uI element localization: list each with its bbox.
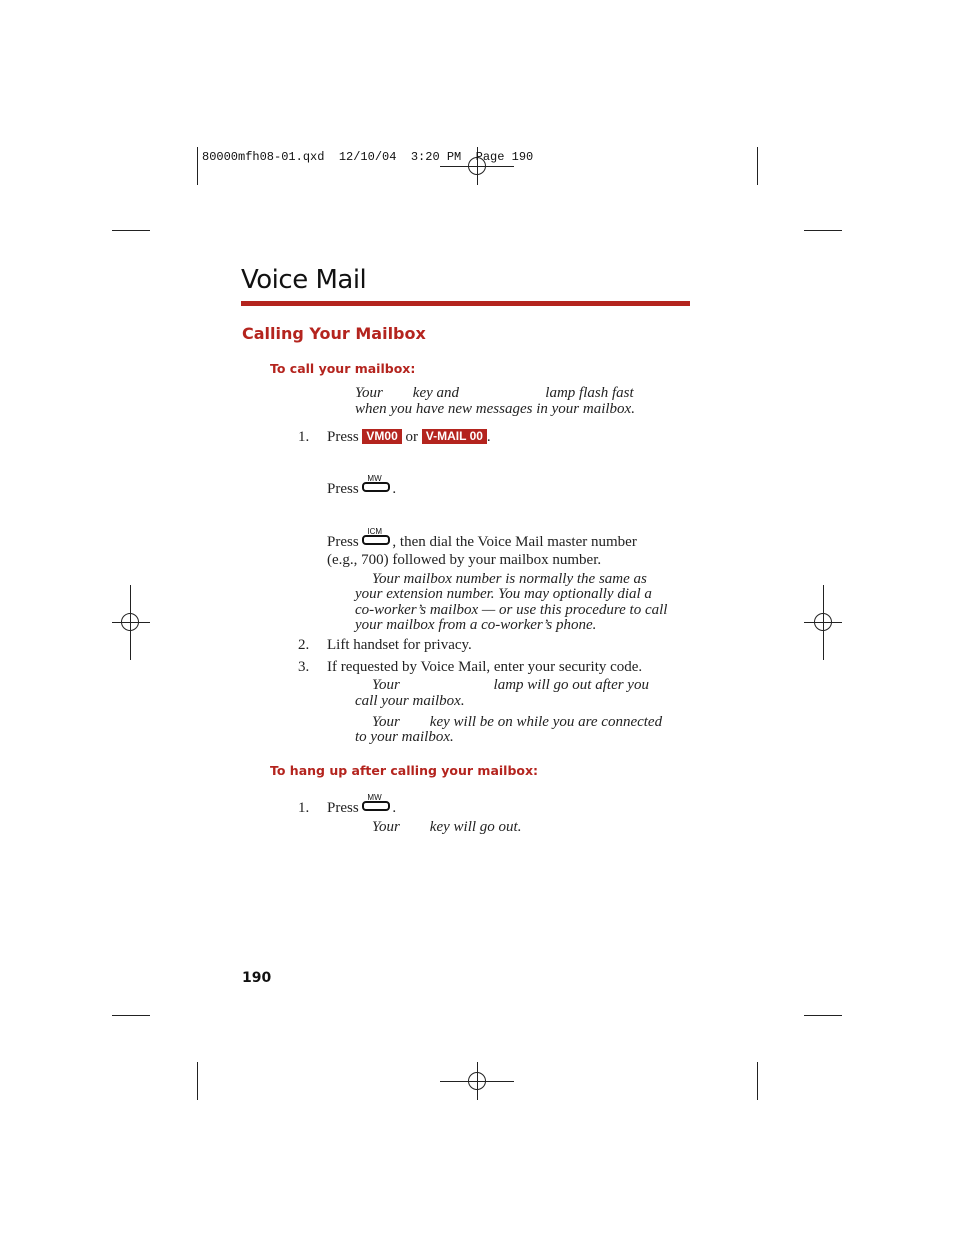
step-2-text: Lift handset for privacy. <box>327 637 472 653</box>
crop-mark <box>757 1062 758 1100</box>
step-text: . <box>392 800 397 816</box>
page-title: Voice Mail <box>241 265 367 295</box>
press-icm-line <box>327 527 637 550</box>
step-number: 2. <box>298 637 310 653</box>
icm-key[interactable] <box>362 527 392 547</box>
step-number: 1. <box>298 429 310 445</box>
note-line: Your key will go out. <box>372 819 522 835</box>
registration-mark <box>121 613 139 631</box>
note-line: Your key will be on while you are connected <box>372 714 663 730</box>
step-number: 3. <box>298 659 310 675</box>
step-text: , then dial the Voice Mail master number <box>392 534 637 550</box>
crop-mark <box>804 1015 842 1016</box>
step-text: . <box>486 429 491 445</box>
note-line: Your mailbox number is normally the same as <box>372 571 647 587</box>
vm00-softkey[interactable]: VM00 <box>362 429 401 444</box>
step-text: . <box>392 481 397 497</box>
step-1 <box>327 429 491 445</box>
mw-key[interactable] <box>362 474 392 494</box>
step-text: Press <box>327 429 359 445</box>
crop-mark <box>112 230 150 231</box>
step-3-text: If requested by Voice Mail, enter your security code. <box>327 659 643 675</box>
note-line: your extension number. You may optionally dial a <box>355 586 652 602</box>
crop-mark <box>804 230 842 231</box>
note-line: co-worker’s mailbox — or use this procedure to call <box>355 602 668 618</box>
crop-mark <box>112 1015 150 1016</box>
mw-key[interactable] <box>362 793 392 813</box>
registration-mark <box>814 613 832 631</box>
icm-key-label: ICM <box>367 527 383 536</box>
note-line: Your lamp will go out after you <box>372 677 649 693</box>
mw-key-button-icon <box>362 801 390 811</box>
mw-key-label: MW <box>367 793 382 802</box>
crop-mark <box>757 147 758 185</box>
vmail-00-softkey[interactable]: V-MAIL 00 <box>422 429 487 444</box>
file-slug: 80000mfh08-01.qxd 12/10/04 3:20 PM Page 190 <box>202 150 534 164</box>
note-line: when you have new messages in your mailbox. <box>355 401 635 417</box>
title-rule <box>241 301 690 306</box>
step-text: or <box>405 429 419 445</box>
press-mw-line <box>327 474 397 497</box>
page-number: 190 <box>242 970 272 986</box>
subheading-call: To call your mailbox: <box>270 361 416 376</box>
step-text: Press <box>327 800 359 816</box>
step-text: Press <box>327 534 359 550</box>
mw-key-button-icon <box>362 482 390 492</box>
note-line: your mailbox from a co-worker’s phone. <box>355 617 597 633</box>
note-line: call your mailbox. <box>355 693 465 709</box>
note-line: Your key and lamp flash fast <box>355 385 634 401</box>
crop-mark <box>197 147 198 185</box>
mw-key-label: MW <box>367 474 382 483</box>
subheading-hang-up: To hang up after calling your mailbox: <box>270 763 539 778</box>
crop-mark <box>197 1062 198 1100</box>
step-text: Press <box>327 481 359 497</box>
registration-mark <box>468 1072 486 1090</box>
step-number: 1. <box>298 800 310 816</box>
note-line: to your mailbox. <box>355 729 454 745</box>
icm-key-button-icon <box>362 535 390 545</box>
hang-step-1 <box>327 793 397 816</box>
section-heading: Calling Your Mailbox <box>242 324 426 343</box>
step-text: (e.g., 700) followed by your mailbox number. <box>327 552 602 568</box>
